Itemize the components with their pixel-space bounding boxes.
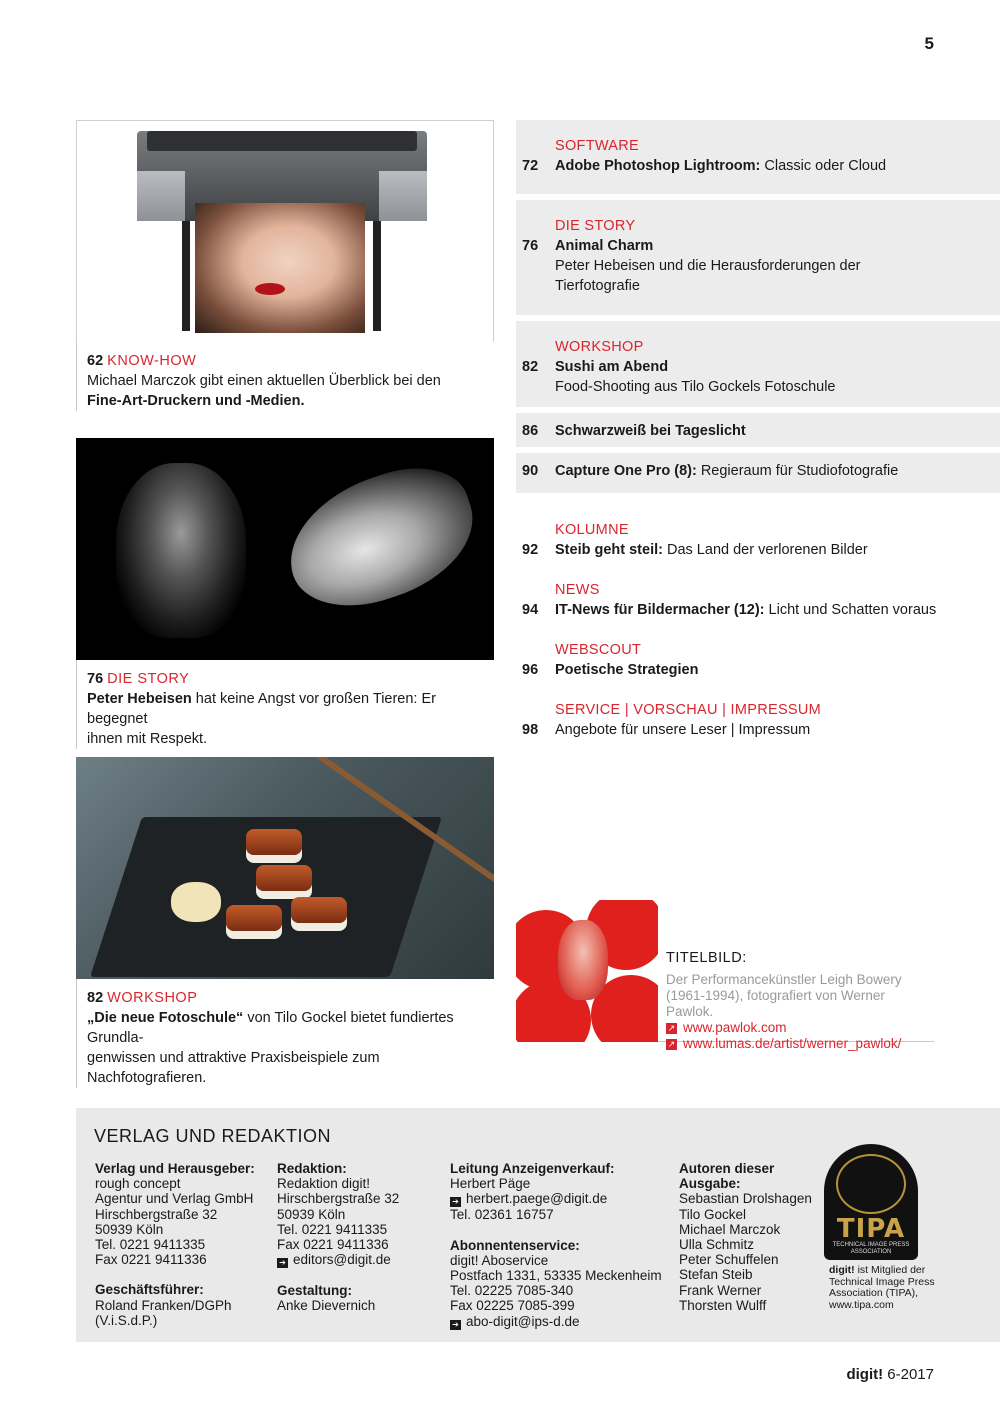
verlag-title: VERLAG UND REDAKTION: [94, 1126, 332, 1146]
feature-die-story: [76, 438, 494, 749]
toc-subtitle: Licht und Schatten voraus: [764, 602, 937, 618]
verlag-section: [76, 1108, 1000, 1342]
feature-know-how: [76, 120, 494, 411]
tipa-logo: [824, 1144, 918, 1260]
email-text: editors@digit.de: [293, 1252, 391, 1268]
col-line: Fax 02225 7085-399: [450, 1298, 575, 1314]
feature-text: von Tilo Gockel bietet fundiertes Grundla-: [87, 1010, 454, 1046]
toc-page: 72: [522, 158, 539, 174]
page-number: 5: [924, 34, 934, 53]
toc-category: NEWS: [555, 582, 600, 598]
toc-block-capture: [516, 453, 1000, 493]
col-line: Tel. 0221 9411335: [95, 1237, 206, 1253]
toc-entry[interactable]: [522, 421, 980, 441]
feature-caption: [76, 979, 494, 1088]
cover-link-text: www.pawlok.com: [683, 1020, 787, 1035]
table-of-contents-plain: [516, 520, 1000, 740]
animals-photo: [76, 438, 494, 660]
cover-info: [516, 900, 934, 1051]
feature-caption: [76, 342, 494, 411]
toc-page: 96: [522, 662, 539, 678]
toc-subtitle: Angebote für unsere Leser | Impressum: [555, 722, 811, 738]
col-line: Fax 0221 9411336: [277, 1237, 389, 1253]
cover-link[interactable]: [666, 1020, 934, 1036]
toc-block-software: [516, 120, 1000, 194]
col-line: Anke Dievernich: [277, 1298, 376, 1314]
footer-issue: 6-2017: [887, 1366, 934, 1383]
table-of-contents: [516, 120, 1000, 499]
toc-block-kolumne: [516, 520, 1000, 560]
feature-text: ihnen mit Respekt.: [87, 731, 208, 747]
printer-stand: [182, 221, 190, 331]
toc-block-workshop: [516, 321, 1000, 407]
cover-description: (1961-1994), fotografiert von Werner Pawlok.: [666, 988, 885, 1019]
col-line: digit! Aboservice: [450, 1252, 549, 1268]
feature-lead: „Die neue Fotoschule“: [87, 1010, 244, 1026]
author-name: Michael Marczok: [679, 1221, 781, 1237]
sushi-piece: [291, 897, 347, 923]
sushi-photo: [76, 757, 494, 979]
dolphin: [272, 452, 490, 625]
col-line: Tel. 0221 9411335: [277, 1221, 388, 1237]
toc-title: IT-News für Bildermacher (12):: [555, 602, 765, 618]
toc-title: Steib geht steil:: [555, 542, 663, 558]
printer-side: [137, 171, 185, 221]
tipa-wordmark: TIPA: [836, 1214, 906, 1244]
col-line: 50939 Köln: [95, 1221, 164, 1237]
external-link-icon: ↗: [667, 1038, 676, 1049]
toc-title: Sushi am Abend: [555, 359, 669, 375]
toc-subtitle: Regieraum für Studiofotografie: [696, 463, 899, 479]
verlag-col-anzeigen: [450, 1161, 662, 1330]
sushi-piece: [246, 829, 302, 855]
col-line: Tel. 02361 16757: [450, 1207, 554, 1223]
col-heading: Geschäftsführer:: [95, 1282, 204, 1298]
feature-text: Michael Marczok gibt einen aktuellen Überblick bei den: [87, 373, 441, 389]
toc-category: DIE STORY: [555, 218, 636, 234]
col-line: Herbert Päge: [450, 1176, 531, 1192]
author-name: Stefan Steib: [679, 1267, 753, 1283]
col-line: Redaktion digit!: [277, 1176, 371, 1192]
col-line: Fax 0221 9411336: [95, 1252, 207, 1268]
col-line: Hirschbergstraße 32: [277, 1191, 400, 1207]
footer-brand: digit!: [846, 1366, 884, 1383]
toc-category: KOLUMNE: [555, 522, 629, 538]
sushi-piece: [226, 905, 282, 931]
toc-category: WORKSHOP: [555, 339, 644, 355]
cover-link-text: www.lumas.de/artist/werner_pawlok/: [683, 1036, 902, 1051]
feature-page: 76: [87, 671, 104, 687]
author-name: Ulla Schmitz: [679, 1237, 755, 1253]
toc-category: WEBSCOUT: [555, 642, 642, 658]
globe-icon: [836, 1154, 906, 1214]
arrow-right-icon: ➔: [450, 1320, 461, 1330]
toc-subtitle: Peter Hebeisen und die Herausforderungen der: [555, 258, 861, 274]
email-link[interactable]: [277, 1252, 399, 1268]
page-footer: [846, 1366, 934, 1383]
col-line: Roland Franken/DGPh: [95, 1297, 232, 1313]
toc-subtitle: Tierfotografie: [555, 278, 640, 294]
external-link-icon: ↗: [667, 1022, 676, 1033]
cover-link[interactable]: [666, 1036, 934, 1052]
col-line: (V.i.S.d.P.): [95, 1312, 158, 1328]
verlag-col-autoren: [679, 1161, 812, 1313]
feature-category: WORKSHOP: [107, 990, 198, 1006]
cover-description: Der Performancekünstler Leigh Bowery: [666, 972, 902, 987]
toc-page: 90: [522, 463, 539, 479]
arrow-right-icon: ➔: [277, 1258, 288, 1268]
feature-category: KNOW-HOW: [107, 353, 197, 369]
sushi-piece: [256, 865, 312, 891]
toc-entry[interactable]: [522, 720, 980, 740]
author-name: Tilo Gockel: [679, 1206, 747, 1222]
author-name: Frank Werner: [679, 1282, 762, 1298]
toc-entry[interactable]: [522, 156, 980, 176]
toc-title: Poetische Strategien: [555, 662, 699, 678]
toc-block-story: [516, 200, 1000, 315]
printed-portrait: [195, 203, 365, 333]
toc-title: Schwarzweiß bei Tageslicht: [555, 423, 746, 439]
toc-entry[interactable]: [522, 357, 980, 377]
toc-entry[interactable]: [522, 236, 980, 256]
tipa-subtitle: TECHNICAL IMAGE PRESS ASSOCIATION: [832, 1242, 910, 1255]
col-line: Postfach 1331, 53335 Meckenheim: [450, 1268, 662, 1284]
toc-page: 94: [522, 602, 539, 618]
printer-side: [379, 171, 427, 221]
author-name: Peter Schuffelen: [679, 1252, 779, 1268]
toc-title: Capture One Pro (8):: [555, 463, 697, 479]
tipa-note-text: ist Mitglied der Technical Image Press Association (TIPA), www.tipa.com: [829, 1264, 935, 1311]
feature-caption: [76, 660, 494, 749]
cover-title: TITELBILD:: [666, 950, 747, 966]
feature-text: hat keine Angst vor großen Tieren: Er begegnet: [87, 691, 436, 727]
ginger: [171, 882, 221, 922]
author-name: Sebastian Drolshagen: [679, 1191, 812, 1207]
feature-workshop: [76, 757, 494, 1088]
col-heading: Redaktion:: [277, 1161, 347, 1176]
email-text: abo-digit@ips-d.de: [466, 1313, 580, 1329]
col-heading: Verlag und Herausgeber:: [95, 1161, 255, 1176]
toc-entry[interactable]: [522, 600, 980, 620]
chimpanzee: [116, 463, 246, 638]
col-heading: Leitung Anzeigenverkauf:: [450, 1161, 615, 1176]
arrow-right-icon: ➔: [450, 1197, 461, 1207]
toc-block-news: [516, 580, 1000, 620]
toc-block-service: [516, 700, 1000, 740]
feature-text: genwissen und attraktive Praxisbeispiele zum Nachfotografieren.: [87, 1050, 380, 1086]
toc-entry[interactable]: [522, 660, 980, 680]
printer-stand: [373, 221, 381, 331]
col-line: Tel. 02225 7085-340: [450, 1283, 574, 1299]
col-line: 50939 Köln: [277, 1206, 346, 1222]
col-line: Agentur und Verlag GmbH: [95, 1191, 254, 1207]
tipa-note: [829, 1265, 959, 1311]
email-link[interactable]: [450, 1191, 662, 1207]
tipa-note-brand: digit!: [829, 1264, 855, 1276]
feature-text-bold: Fine-Art-Druckern und -Medien.: [87, 393, 305, 409]
feature-page: 62: [87, 353, 104, 369]
toc-entry[interactable]: [522, 540, 980, 560]
toc-page: 76: [522, 238, 539, 254]
toc-entry[interactable]: [522, 461, 980, 481]
col-heading: Autoren dieser: [679, 1161, 775, 1176]
cover-caption: [666, 950, 934, 1052]
portrait-lips: [255, 283, 285, 295]
toc-title: Adobe Photoshop Lightroom:: [555, 158, 761, 174]
col-line: Hirschbergstraße 32: [95, 1206, 218, 1222]
toc-subtitle: Das Land der verlorenen Bilder: [662, 542, 868, 558]
toc-category: SOFTWARE: [555, 138, 640, 154]
toc-page: 92: [522, 542, 539, 558]
verlag-col-publisher: [95, 1161, 255, 1328]
col-heading: Gestaltung:: [277, 1283, 353, 1299]
toc-page: 82: [522, 359, 539, 375]
toc-block-webscout: [516, 640, 1000, 680]
cover-image: [516, 900, 658, 1042]
printer-photo: [76, 120, 494, 342]
toc-block-sw: [516, 413, 1000, 447]
col-heading: Ausgabe:: [679, 1176, 741, 1192]
toc-title: Animal Charm: [555, 238, 654, 254]
feature-lead: Peter Hebeisen: [87, 691, 192, 707]
toc-subtitle: Classic oder Cloud: [760, 158, 887, 174]
col-heading: Abonnentenservice:: [450, 1237, 580, 1253]
toc-page: 98: [522, 722, 539, 738]
author-name: Thorsten Wulff: [679, 1297, 767, 1313]
verlag-col-redaktion: [277, 1161, 399, 1314]
feature-category: DIE STORY: [107, 671, 190, 687]
email-link[interactable]: [450, 1314, 662, 1330]
feature-page: 82: [87, 990, 104, 1006]
printer-top: [147, 131, 417, 151]
performer-face: [558, 920, 608, 1000]
toc-page: 86: [522, 423, 539, 439]
col-line: rough concept: [95, 1176, 181, 1192]
toc-subtitle: Food-Shooting aus Tilo Gockels Fotoschule: [555, 379, 836, 395]
email-text: herbert.paege@digit.de: [466, 1191, 608, 1207]
toc-category: SERVICE | VORSCHAU | IMPRESSUM: [555, 702, 822, 718]
